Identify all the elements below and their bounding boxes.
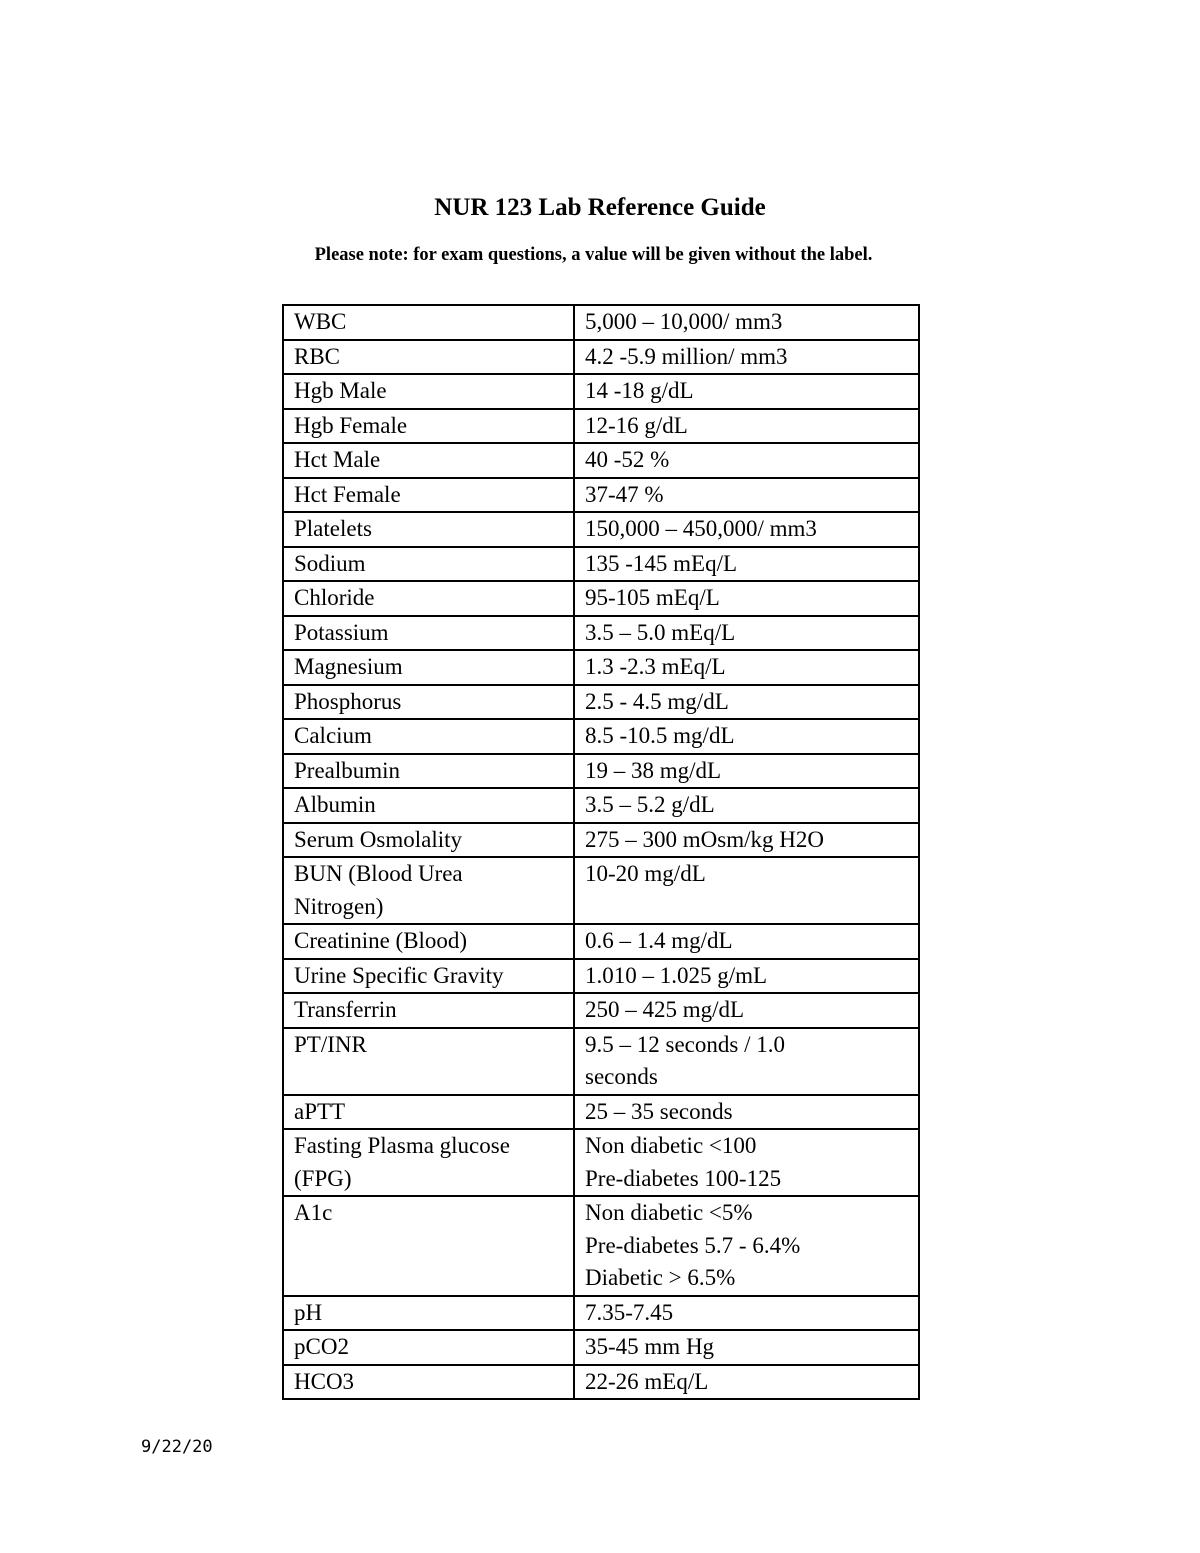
lab-reference-range: 5,000 – 10,000/ mm3 [574, 305, 919, 340]
lab-reference-range: 275 – 300 mOsm/kg H2O [574, 823, 919, 858]
lab-reference-range: Non diabetic <100 Pre-diabetes 100-125 [574, 1129, 919, 1196]
table-row [283, 547, 919, 582]
lab-table-body [283, 305, 919, 1399]
table-row [283, 1330, 919, 1365]
table-row [283, 374, 919, 409]
lab-test-name: Transferrin [283, 993, 574, 1028]
lab-test-name: Hct Female [283, 478, 574, 513]
lab-test-name: RBC [283, 340, 574, 375]
table-row [283, 993, 919, 1028]
lab-test-name: Serum Osmolality [283, 823, 574, 858]
table-row [283, 1196, 919, 1296]
lab-reference-range: 135 -145 mEq/L [574, 547, 919, 582]
lab-test-name: A1c [283, 1196, 574, 1296]
table-row [283, 1365, 919, 1400]
page-title: NUR 123 Lab Reference Guide [434, 194, 766, 221]
table-row [283, 512, 919, 547]
lab-test-name: Chloride [283, 581, 574, 616]
table-row [283, 1095, 919, 1130]
lab-reference-range: 95-105 mEq/L [574, 581, 919, 616]
table-row [283, 581, 919, 616]
lab-test-name: aPTT [283, 1095, 574, 1130]
table-row [283, 1129, 919, 1196]
lab-test-name: WBC [283, 305, 574, 340]
table-row [283, 409, 919, 444]
lab-reference-range: 10-20 mg/dL [574, 857, 919, 924]
table-row [283, 924, 919, 959]
lab-reference-range: Non diabetic <5% Pre-diabetes 5.7 - 6.4% Diabetic > 6.5% [574, 1196, 919, 1296]
lab-reference-range: 3.5 – 5.2 g/dL [574, 788, 919, 823]
table-row [283, 305, 919, 340]
lab-reference-range: 12-16 g/dL [574, 409, 919, 444]
table-row [283, 1296, 919, 1331]
lab-test-name: Urine Specific Gravity [283, 959, 574, 994]
exam-note: Please note: for exam questions, a value will be given without the label. [314, 245, 873, 265]
lab-test-name: Platelets [283, 512, 574, 547]
lab-test-name: Hct Male [283, 443, 574, 478]
table-row [283, 1028, 919, 1095]
lab-test-name: Hgb Female [283, 409, 574, 444]
lab-test-name: Prealbumin [283, 754, 574, 789]
lab-test-name: Fasting Plasma glucose (FPG) [283, 1129, 574, 1196]
lab-reference-range: 19 – 38 mg/dL [574, 754, 919, 789]
lab-test-name: Potassium [283, 616, 574, 651]
lab-reference-range: 4.2 -5.9 million/ mm3 [574, 340, 919, 375]
lab-reference-range: 22-26 mEq/L [574, 1365, 919, 1400]
table-row [283, 959, 919, 994]
lab-reference-range: 35-45 mm Hg [574, 1330, 919, 1365]
table-row [283, 616, 919, 651]
lab-reference-range: 2.5 - 4.5 mg/dL [574, 685, 919, 720]
lab-reference-range: 25 – 35 seconds [574, 1095, 919, 1130]
lab-reference-range: 1.010 – 1.025 g/mL [574, 959, 919, 994]
lab-test-name: HCO3 [283, 1365, 574, 1400]
lab-test-name: Phosphorus [283, 685, 574, 720]
lab-reference-range: 9.5 – 12 seconds / 1.0 seconds [574, 1028, 919, 1095]
lab-reference-range: 3.5 – 5.0 mEq/L [574, 616, 919, 651]
lab-reference-range: 1.3 -2.3 mEq/L [574, 650, 919, 685]
table-row [283, 650, 919, 685]
table-row [283, 788, 919, 823]
table-row [283, 823, 919, 858]
lab-test-name: Sodium [283, 547, 574, 582]
lab-reference-range: 7.35-7.45 [574, 1296, 919, 1331]
lab-test-name: pCO2 [283, 1330, 574, 1365]
table-row [283, 443, 919, 478]
table-row [283, 857, 919, 924]
lab-reference-range: 40 -52 % [574, 443, 919, 478]
table-row [283, 340, 919, 375]
footer-date: 9/22/20 [141, 1437, 213, 1457]
lab-test-name: Magnesium [283, 650, 574, 685]
lab-reference-range: 8.5 -10.5 mg/dL [574, 719, 919, 754]
lab-reference-range: 150,000 – 450,000/ mm3 [574, 512, 919, 547]
lab-test-name: BUN (Blood Urea Nitrogen) [283, 857, 574, 924]
lab-test-name: pH [283, 1296, 574, 1331]
table-row [283, 719, 919, 754]
table-row [283, 478, 919, 513]
lab-reference-range: 250 – 425 mg/dL [574, 993, 919, 1028]
table-row [283, 754, 919, 789]
lab-test-name: Hgb Male [283, 374, 574, 409]
lab-reference-table [282, 304, 920, 1400]
lab-reference-range: 37-47 % [574, 478, 919, 513]
table-row [283, 685, 919, 720]
lab-test-name: Creatinine (Blood) [283, 924, 574, 959]
lab-reference-range: 0.6 – 1.4 mg/dL [574, 924, 919, 959]
lab-test-name: Calcium [283, 719, 574, 754]
lab-test-name: Albumin [283, 788, 574, 823]
lab-test-name: PT/INR [283, 1028, 574, 1095]
lab-reference-range: 14 -18 g/dL [574, 374, 919, 409]
